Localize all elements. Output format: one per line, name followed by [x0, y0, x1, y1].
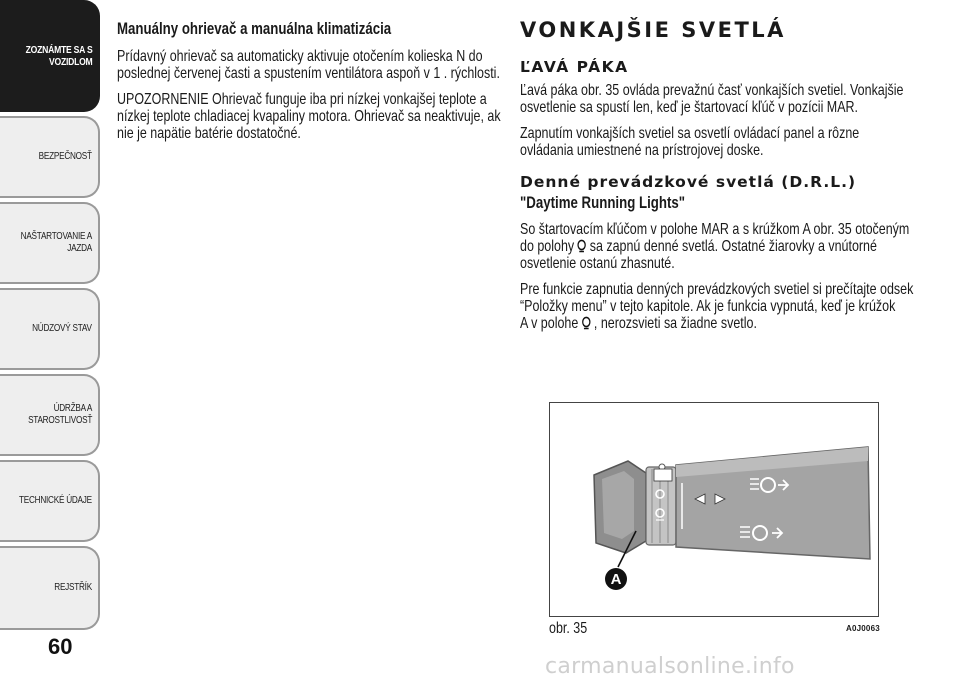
tab-nastartovanie-a-jazda[interactable]: NAŠTARTOVANIE A JAZDA: [0, 202, 100, 284]
heater-paragraph-2: UPOZORNENIE Ohrievač funguje iba pri nízkej vonkajšej teplote a nízkej teplote chladiacej kvapaliny motora. Ohrievač sa neaktivuje, ak nie je napätie batérie dostatočné.: [117, 91, 501, 142]
heater-heading: Manuálny ohrievač a manuálna klimatizácia: [117, 19, 392, 38]
lever-figure: [549, 402, 879, 617]
right-column: [520, 18, 914, 341]
left-lever-paragraph-2: Zapnutím vonkajších svetiel sa osvetlí ovládací panel a rôzne ovládania umiestnené na prístrojovej doske.: [520, 125, 860, 159]
left-lever-paragraph-1: Ľavá páka obr. 35 ovláda prevažnú časť vonkajších svetiel. Vonkajšie osvetlenie sa spustí len, keď je štartovací kľúč v pozícii MAR.: [520, 82, 904, 116]
tab-technicke-udaje[interactable]: TECHNICKÉ ÚDAJE: [0, 460, 100, 542]
drl-subheading: "Daytime Running Lights": [520, 193, 686, 212]
tab-zoznamte-sa-s-vozidlom[interactable]: ZOZNÁMTE SA S VOZIDLOM: [0, 0, 100, 112]
heater-paragraph-1: Prídavný ohrievač sa automaticky aktivuje otočením kolieska N do poslednej červenej časti a spustením ventilátora aspoň v 1 . rýchlosti.: [117, 48, 500, 82]
off-lamp-icon: [581, 316, 592, 330]
drl-lamp-icon: [576, 239, 587, 253]
page-number: 60: [48, 634, 73, 659]
tab-udrzba-a-starostlivost[interactable]: ÚDRŽBA A STAROSTLIVOSŤ: [0, 374, 100, 456]
callout-a-label: A: [610, 571, 622, 588]
light-lever-illustration: [550, 403, 877, 615]
drl-paragraph-1: So štartovacím kľúčom v polohe MAR a s krúžkom A obr. 35 otočeným do polohy sa zapnú denné svetlá. Ostatné žiarovky a vnútorné osvetlenie ostanú zhasnuté.: [520, 221, 910, 272]
watermark: carmanualsonline.info: [545, 654, 795, 679]
left-column: [117, 18, 499, 151]
tab-nudzovy-stav[interactable]: NÚDZOVÝ STAV: [0, 288, 100, 370]
drl-paragraph-2: Pre funkcie zapnutia denných prevádzkových svetiel si prečítajte odsek “Položky menu” v tejto kapitole. Ak je funkcia vypnutá, keď je krúžok A v polohe , nerozsvieti sa žiadne svetlo.: [520, 281, 914, 332]
figure-caption: obr. 35: [549, 620, 588, 637]
section-title: VONKAJŠIE SVETLÁ: [520, 18, 786, 42]
drl-heading: Denné prevádzkové svetlá (D.R.L.): [520, 173, 857, 191]
tab-rejstrik[interactable]: REJSTŘÍK: [0, 546, 100, 630]
chapter-tabs: [0, 0, 100, 640]
tab-bezpecnost[interactable]: BEZPEČNOSŤ: [0, 116, 100, 198]
left-lever-heading: ĽAVÁ PÁKA: [520, 58, 629, 76]
figure-code: A0J0063: [846, 624, 880, 633]
